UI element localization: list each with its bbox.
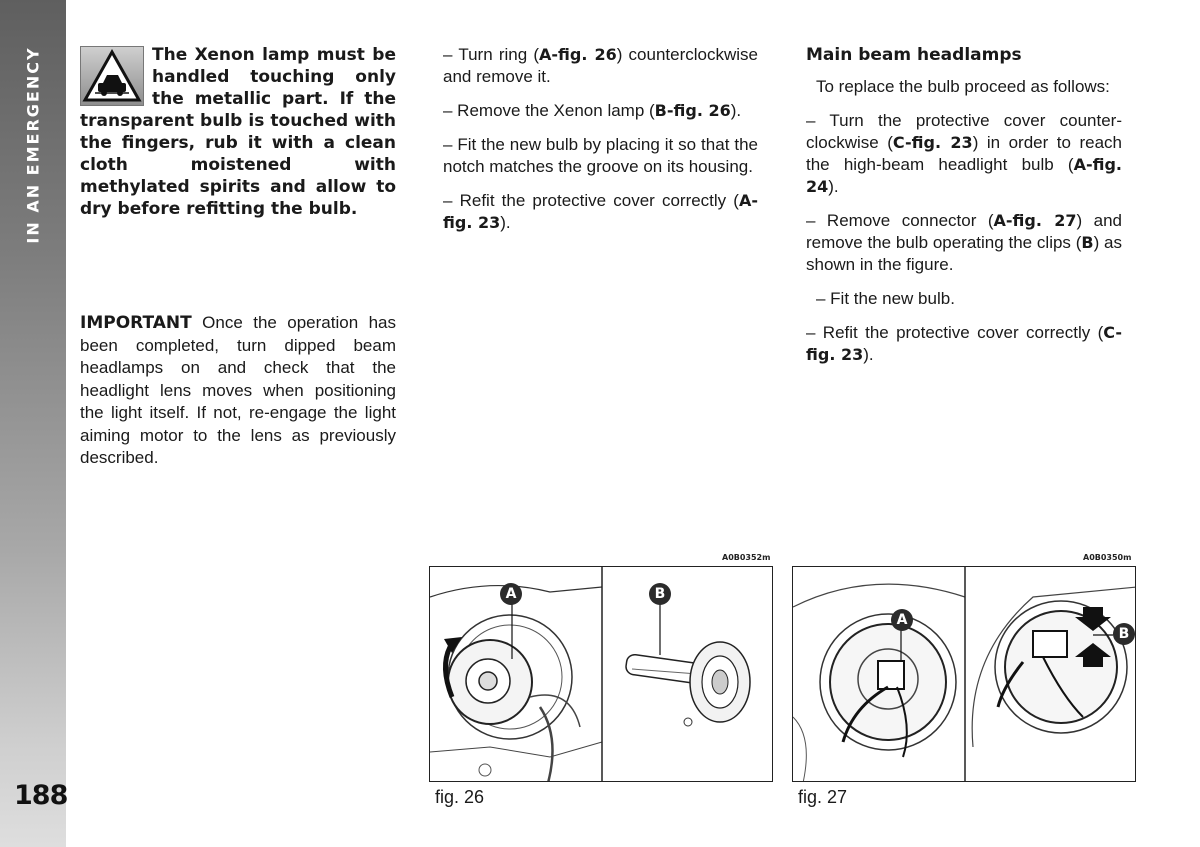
car-warning-triangle-icon bbox=[80, 46, 144, 106]
figure-reference: C-fig. 23 bbox=[806, 323, 1122, 364]
figure-code: A0B0352m bbox=[722, 553, 771, 562]
important-note bbox=[80, 312, 396, 470]
xenon-step-3: – Fit the new bulb by placing it so that the notch matches the groove on its housing. bbox=[443, 135, 758, 176]
figure-reference: C-fig. 23 bbox=[892, 133, 973, 152]
figure-code: A0B0350m bbox=[1083, 553, 1132, 562]
figure-26-illustration bbox=[429, 566, 773, 782]
xenon-step-1: – Turn ring (A-fig. 26) counterclockwise and remove it. bbox=[443, 45, 758, 86]
page-number: 188 bbox=[14, 780, 68, 811]
main-beam-intro: To replace the bulb proceed as follows: bbox=[816, 77, 1110, 96]
figure-reference: A-fig. 27 bbox=[993, 211, 1077, 230]
warning-text: The Xenon lamp must be handled touching only the metallic part. If the transparent bulb is touched with the fingers, rub it with a clean cloth moistened with methylated spirits and allow to dry before refitting the bulb. bbox=[80, 45, 396, 219]
important-label: IMPORTANT bbox=[80, 313, 192, 333]
section-sidebar bbox=[0, 0, 66, 847]
callout-label: A bbox=[891, 609, 913, 631]
figure-27-illustration bbox=[792, 566, 1136, 782]
figure-reference: A-fig. 24 bbox=[806, 155, 1122, 196]
main-beam-step-4: – Refit the protective cover correctly (C-fig. 23). bbox=[806, 323, 1122, 364]
important-text: Once the operation has been completed, turn dipped beam headlamps on and check that the headlight lens moves when positioning the light itself. If not, re-engage the light aiming motor to the lens as previously described. bbox=[80, 313, 396, 467]
figure-reference: B bbox=[1081, 233, 1094, 252]
main-beam-heading: Main beam headlamps bbox=[806, 45, 1022, 65]
callout-label: B bbox=[1113, 623, 1135, 645]
figure-caption: fig. 27 bbox=[798, 787, 848, 807]
figure-reference: A-fig. 26 bbox=[539, 45, 617, 64]
figure-caption: fig. 26 bbox=[435, 787, 485, 807]
main-beam-step-2: – Remove connector (A-fig. 27) and remove the bulb operating the clips (B) as shown in the figure. bbox=[806, 211, 1122, 274]
figure-reference: B-fig. 26 bbox=[654, 101, 731, 120]
section-title: IN AN EMERGENCY bbox=[23, 46, 43, 244]
xenon-step-2: – Remove the Xenon lamp (B-fig. 26). bbox=[443, 101, 742, 120]
middle-column bbox=[443, 44, 758, 246]
important-paragraph bbox=[80, 312, 396, 470]
callout-label: A bbox=[500, 583, 522, 605]
figure-reference: A-fig. 23 bbox=[443, 191, 758, 232]
callout-label: B bbox=[649, 583, 671, 605]
main-beam-step-1: – Turn the protective cover counter-clockwise (C-fig. 23) in order to reach the high-beam headlight bulb (A-fig. 24). bbox=[806, 111, 1122, 196]
xenon-step-4: – Refit the protective cover correctly (A-fig. 23). bbox=[443, 191, 758, 232]
warning-box bbox=[80, 44, 396, 220]
right-column bbox=[806, 44, 1122, 378]
main-beam-step-3: – Fit the new bulb. bbox=[816, 289, 955, 308]
